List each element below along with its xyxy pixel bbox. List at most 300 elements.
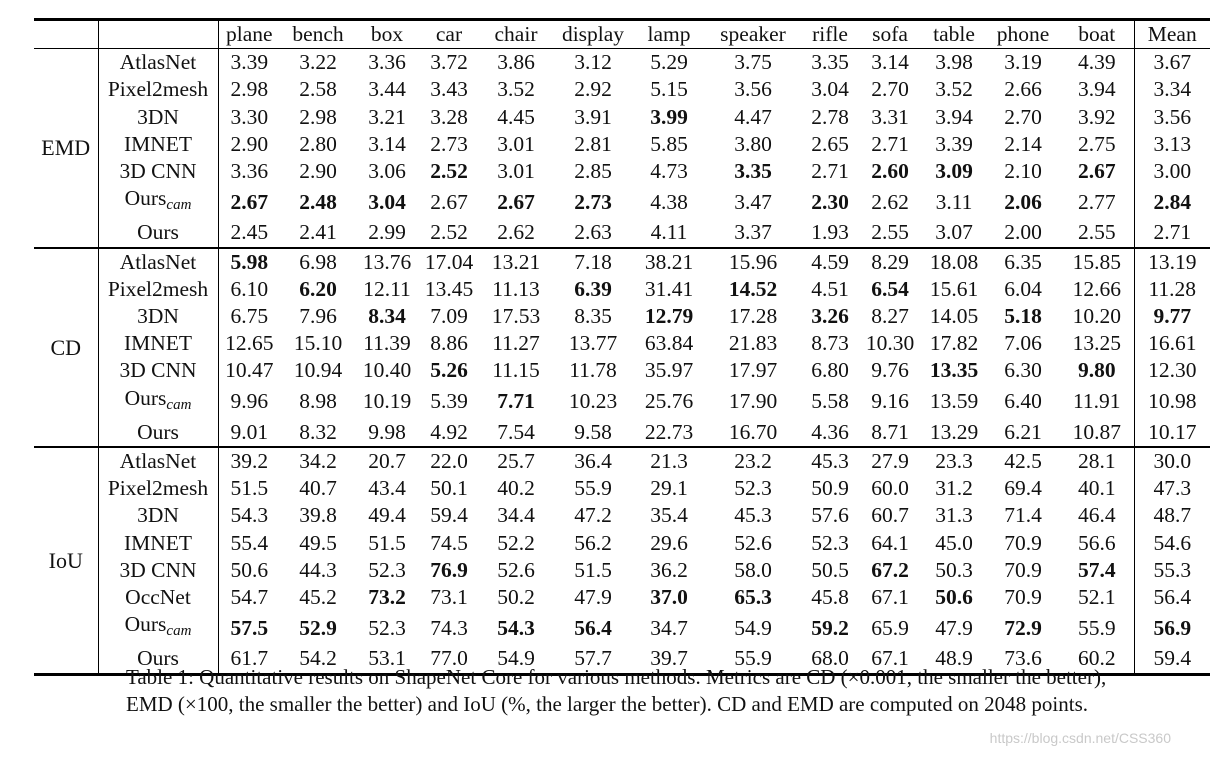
- value-cell: [1060, 357, 1134, 384]
- value-cell: [418, 475, 480, 502]
- value-cell: [480, 76, 552, 103]
- best-value: 12.79: [644, 304, 694, 329]
- value: 2.98: [230, 77, 269, 102]
- value: 70.9: [1004, 530, 1042, 555]
- value-cell: [552, 447, 634, 475]
- value: 6.04: [1004, 276, 1042, 301]
- value: 4.45: [497, 104, 535, 129]
- value: 6.30: [1004, 358, 1042, 383]
- value: 54.9: [497, 646, 535, 671]
- value-cell: [356, 219, 418, 247]
- value: 2.41: [299, 220, 337, 245]
- value: 11.13: [492, 276, 540, 301]
- value: 49.4: [368, 503, 406, 528]
- value: 23.2: [734, 449, 772, 474]
- value-cell: [418, 303, 480, 330]
- value-cell: [218, 557, 280, 584]
- value: 2.14: [1004, 131, 1042, 156]
- value: 3.43: [430, 77, 468, 102]
- value-cell: [1060, 219, 1134, 247]
- value-cell: [1060, 447, 1134, 475]
- value: 6.10: [230, 276, 269, 301]
- best-value: 6.54: [871, 276, 909, 301]
- value-cell: [280, 276, 356, 303]
- value-cell: [552, 276, 634, 303]
- best-value: 2.52: [430, 159, 468, 184]
- method-name-cell: [98, 557, 218, 584]
- value: 6.40: [1004, 389, 1042, 414]
- value-cell: [218, 502, 280, 529]
- value-cell: [418, 584, 480, 611]
- value-cell: [1134, 248, 1210, 276]
- table-row: [34, 131, 1210, 158]
- best-value: 5.26: [430, 358, 468, 383]
- column-header-rifle: rifle: [812, 22, 848, 46]
- method-name: AtlasNet: [119, 50, 197, 75]
- value-cell: [704, 419, 802, 447]
- method-name-cell: [98, 357, 218, 384]
- value: 49.5: [299, 530, 337, 555]
- value-cell: [1134, 303, 1210, 330]
- value: 50.1: [430, 476, 468, 501]
- method-name-cell: [98, 530, 218, 557]
- value: 13.21: [491, 249, 541, 274]
- value: 3.36: [368, 50, 406, 75]
- best-value: 5.18: [1004, 304, 1042, 329]
- value-cell: [704, 276, 802, 303]
- value-cell: [552, 419, 634, 447]
- value-cell: [356, 104, 418, 131]
- value-cell: [858, 158, 922, 185]
- value-cell: [418, 104, 480, 131]
- value-cell: [802, 303, 858, 330]
- value: 4.92: [430, 419, 468, 444]
- value: 3.36: [230, 159, 269, 184]
- value: 3.13: [1153, 131, 1192, 156]
- table-row: [34, 185, 1210, 219]
- value-cell: [218, 530, 280, 557]
- value: 4.36: [811, 419, 849, 444]
- value-cell: [480, 419, 552, 447]
- value: 8.98: [299, 389, 337, 414]
- value-cell: [356, 185, 418, 219]
- value-cell: [858, 475, 922, 502]
- best-value: 59.2: [811, 615, 849, 640]
- value: 55.9: [1077, 615, 1116, 640]
- metric-label-iou: IoU: [34, 447, 98, 674]
- best-value: 8.34: [368, 304, 406, 329]
- value-cell: [356, 557, 418, 584]
- best-value: 6.39: [574, 276, 612, 301]
- value: 31.41: [644, 276, 694, 301]
- method-name-cell: [98, 303, 218, 330]
- value: 45.3: [734, 503, 772, 528]
- value-cell: [634, 357, 704, 384]
- value-cell: [802, 385, 858, 419]
- value-cell: [1134, 419, 1210, 447]
- value-cell: [280, 248, 356, 276]
- method-name: AtlasNet: [119, 249, 197, 274]
- value: 71.4: [1004, 503, 1042, 528]
- value-cell: [280, 357, 356, 384]
- value: 3.14: [368, 131, 406, 156]
- value-cell: [480, 185, 552, 219]
- value-cell: [1134, 611, 1210, 645]
- value: 7.06: [1004, 331, 1042, 356]
- value-cell: [922, 219, 986, 247]
- best-value: 3.04: [368, 189, 406, 214]
- value: 65.9: [871, 615, 909, 640]
- value-cell: [634, 131, 704, 158]
- value: 3.01: [497, 159, 535, 184]
- value-cell: [418, 385, 480, 419]
- metric-label-cd: CD: [34, 248, 98, 447]
- value-cell: [356, 611, 418, 645]
- value: 5.85: [650, 131, 688, 156]
- value-cell: [418, 49, 480, 77]
- value: 3.19: [1004, 50, 1042, 75]
- value-cell: [218, 49, 280, 77]
- value-cell: [218, 303, 280, 330]
- value-cell: [280, 530, 356, 557]
- value-cell: [1060, 502, 1134, 529]
- value-cell: [356, 385, 418, 419]
- value: 3.21: [368, 104, 406, 129]
- value-cell: [922, 49, 986, 77]
- value-cell: [858, 584, 922, 611]
- method-name: Pixel2mesh: [107, 476, 209, 501]
- value-cell: [218, 611, 280, 645]
- method-name-cell: [98, 49, 218, 77]
- best-value: 3.99: [650, 104, 688, 129]
- value: 45.8: [811, 585, 849, 610]
- value: 52.6: [497, 557, 535, 582]
- value: 2.62: [497, 220, 535, 245]
- value-cell: [802, 530, 858, 557]
- value: 15.10: [293, 331, 343, 356]
- value: 63.84: [644, 331, 694, 356]
- value-cell: [218, 185, 280, 219]
- value: 36.4: [574, 449, 612, 474]
- value: 12.66: [1072, 276, 1121, 301]
- value-cell: [1134, 158, 1210, 185]
- value-cell: [552, 76, 634, 103]
- value: 7.18: [574, 249, 612, 274]
- value-cell: [1060, 49, 1134, 77]
- value: 46.4: [1077, 503, 1116, 528]
- value-cell: [802, 502, 858, 529]
- value-cell: [418, 357, 480, 384]
- value-cell: [704, 475, 802, 502]
- value-cell: [802, 584, 858, 611]
- value: 16.70: [728, 419, 778, 444]
- value-cell: [1134, 131, 1210, 158]
- value-cell: [1060, 131, 1134, 158]
- value: 54.2: [299, 646, 337, 671]
- value-cell: [634, 303, 704, 330]
- value-cell: [634, 611, 704, 645]
- column-header-lamp: lamp: [647, 22, 691, 46]
- value: 5.58: [811, 389, 849, 414]
- value-cell: [802, 419, 858, 447]
- value: 9.01: [230, 419, 269, 444]
- value-cell: [552, 502, 634, 529]
- value: 2.75: [1077, 131, 1116, 156]
- value: 57.6: [811, 503, 849, 528]
- value-cell: [922, 475, 986, 502]
- value: 73.1: [430, 585, 468, 610]
- value: 2.71: [1153, 220, 1192, 245]
- table-row: [34, 276, 1210, 303]
- value-cell: [218, 248, 280, 276]
- value: 25.76: [644, 389, 694, 414]
- method-name-cell: [98, 76, 218, 103]
- value-cell: [218, 76, 280, 103]
- value: 17.28: [728, 304, 778, 329]
- value: 4.39: [1077, 50, 1116, 75]
- value: 55.9: [734, 646, 772, 671]
- method-name-cell: [98, 385, 218, 419]
- value: 2.85: [574, 159, 612, 184]
- method-name: Pixel2mesh: [107, 276, 209, 301]
- value: 48.9: [935, 646, 973, 671]
- value: 2.90: [299, 159, 337, 184]
- value: 2.52: [430, 220, 468, 245]
- results-table-container: [34, 18, 1197, 676]
- value: 38.21: [644, 249, 694, 274]
- value-cell: [480, 158, 552, 185]
- value: 21.83: [728, 331, 778, 356]
- value: 11.15: [492, 358, 540, 383]
- value: 54.7: [230, 585, 269, 610]
- value-cell: [1060, 276, 1134, 303]
- value-cell: [858, 248, 922, 276]
- value: 3.34: [1153, 77, 1192, 102]
- value-cell: [280, 447, 356, 475]
- value: 53.1: [368, 646, 406, 671]
- value-cell: [218, 385, 280, 419]
- value: 10.20: [1072, 304, 1121, 329]
- value: 13.76: [362, 249, 412, 274]
- value: 55.4: [230, 530, 269, 555]
- value-cell: [802, 49, 858, 77]
- best-value: 6.20: [299, 276, 337, 301]
- value: 35.97: [644, 358, 694, 383]
- method-subscript-cam: cam: [166, 197, 192, 214]
- value: 39.2: [230, 449, 269, 474]
- value-cell: [1134, 49, 1210, 77]
- value-cell: [280, 611, 356, 645]
- value: 2.92: [574, 77, 612, 102]
- method-name-cell: [98, 611, 218, 645]
- value-cell: [986, 49, 1060, 77]
- value-cell: [1134, 645, 1210, 674]
- value: 3.30: [230, 104, 269, 129]
- value-cell: [552, 158, 634, 185]
- value-cell: [802, 357, 858, 384]
- value: 5.39: [430, 389, 468, 414]
- best-value: 54.3: [497, 615, 535, 640]
- value: 39.8: [299, 503, 337, 528]
- value-cell: [356, 475, 418, 502]
- value-cell: [552, 248, 634, 276]
- value-cell: [552, 131, 634, 158]
- value: 2.63: [574, 220, 612, 245]
- value: 52.3: [368, 557, 406, 582]
- value: 2.99: [368, 220, 406, 245]
- value-cell: [356, 584, 418, 611]
- value: 4.73: [650, 159, 688, 184]
- method-name: Ours: [124, 612, 167, 637]
- value: 52.3: [368, 615, 406, 640]
- value-cell: [1134, 584, 1210, 611]
- value-cell: [802, 219, 858, 247]
- value: 56.2: [574, 530, 612, 555]
- results-table-body: [34, 49, 1210, 674]
- value: 17.82: [929, 331, 979, 356]
- header-row: [34, 20, 1210, 49]
- value-cell: [858, 219, 922, 247]
- value-cell: [418, 330, 480, 357]
- value: 35.4: [650, 503, 688, 528]
- method-name: 3DN: [137, 304, 179, 329]
- best-value: 2.06: [1004, 189, 1042, 214]
- value-cell: [418, 158, 480, 185]
- value-cell: [922, 502, 986, 529]
- value-cell: [218, 330, 280, 357]
- table-row: [34, 357, 1210, 384]
- value-cell: [480, 530, 552, 557]
- value: 60.2: [1077, 646, 1116, 671]
- column-header-speaker: speaker: [720, 22, 786, 46]
- value: 12.65: [225, 331, 274, 356]
- value-cell: [552, 584, 634, 611]
- value: 3.52: [935, 77, 973, 102]
- value-cell: [634, 557, 704, 584]
- value-cell: [218, 475, 280, 502]
- best-value: 14.52: [728, 276, 778, 301]
- value: 3.14: [871, 50, 909, 75]
- value: 39.7: [650, 646, 688, 671]
- value-cell: [356, 447, 418, 475]
- value-cell: [280, 385, 356, 419]
- value-cell: [858, 131, 922, 158]
- value-cell: [480, 447, 552, 475]
- value: 52.2: [497, 530, 535, 555]
- value-cell: [418, 447, 480, 475]
- method-name-cell: [98, 419, 218, 447]
- value: 6.80: [811, 358, 849, 383]
- value: 2.55: [1077, 220, 1116, 245]
- table-row: [34, 49, 1210, 77]
- value: 4.59: [811, 249, 849, 274]
- table-row: [34, 502, 1210, 529]
- value: 6.75: [230, 304, 269, 329]
- value: 8.32: [299, 419, 337, 444]
- value-cell: [986, 419, 1060, 447]
- value: 50.5: [811, 557, 849, 582]
- results-table: [34, 18, 1210, 676]
- value: 17.90: [728, 389, 778, 414]
- value-cell: [1134, 530, 1210, 557]
- value-cell: [704, 185, 802, 219]
- value-cell: [634, 530, 704, 557]
- value-cell: [704, 131, 802, 158]
- value-cell: [1060, 611, 1134, 645]
- value: 3.98: [935, 50, 973, 75]
- column-header-plane: plane: [225, 22, 273, 46]
- value-cell: [922, 104, 986, 131]
- value: 2.58: [299, 77, 337, 102]
- best-value: 2.60: [871, 159, 909, 184]
- value: 2.45: [230, 220, 269, 245]
- value: 50.6: [230, 557, 269, 582]
- value-cell: [858, 185, 922, 219]
- value: 10.17: [1148, 419, 1197, 444]
- value: 3.94: [935, 104, 973, 129]
- value: 3.56: [734, 77, 772, 102]
- value: 50.2: [497, 585, 535, 610]
- value-cell: [418, 419, 480, 447]
- value-cell: [634, 330, 704, 357]
- best-value: 5.98: [230, 249, 269, 274]
- value: 3.72: [430, 50, 468, 75]
- value-cell: [480, 584, 552, 611]
- value-cell: [704, 104, 802, 131]
- column-header-sofa: sofa: [872, 22, 908, 46]
- value-cell: [280, 502, 356, 529]
- table-row: [34, 104, 1210, 131]
- value: 1.93: [811, 220, 849, 245]
- value: 3.80: [734, 131, 772, 156]
- value-cell: [1134, 276, 1210, 303]
- value: 8.86: [430, 331, 468, 356]
- value: 22.73: [644, 419, 694, 444]
- value-cell: [1060, 584, 1134, 611]
- column-header-box: box: [370, 22, 404, 46]
- value: 54.9: [734, 615, 772, 640]
- value-cell: [480, 219, 552, 247]
- value-cell: [986, 104, 1060, 131]
- value-cell: [1134, 385, 1210, 419]
- value: 67.1: [871, 646, 909, 671]
- value-cell: [1134, 502, 1210, 529]
- value-cell: [858, 357, 922, 384]
- best-value: 2.67: [1077, 159, 1116, 184]
- value-cell: [552, 185, 634, 219]
- value-cell: [802, 131, 858, 158]
- value-cell: [986, 76, 1060, 103]
- method-name-cell: [98, 447, 218, 475]
- value: 15.96: [728, 249, 778, 274]
- value-cell: [356, 502, 418, 529]
- method-subscript-cam: cam: [166, 396, 192, 413]
- value-cell: [858, 76, 922, 103]
- value-cell: [802, 276, 858, 303]
- value: 45.3: [811, 449, 849, 474]
- value-cell: [986, 357, 1060, 384]
- value-cell: [704, 76, 802, 103]
- method-name: IMNET: [123, 131, 193, 156]
- value-cell: [1134, 357, 1210, 384]
- value-cell: [552, 385, 634, 419]
- value: 12.11: [363, 276, 411, 301]
- table-row: [34, 76, 1210, 103]
- method-name: Ours: [137, 646, 179, 671]
- value-cell: [986, 303, 1060, 330]
- best-value: 3.26: [811, 304, 849, 329]
- value-cell: [418, 530, 480, 557]
